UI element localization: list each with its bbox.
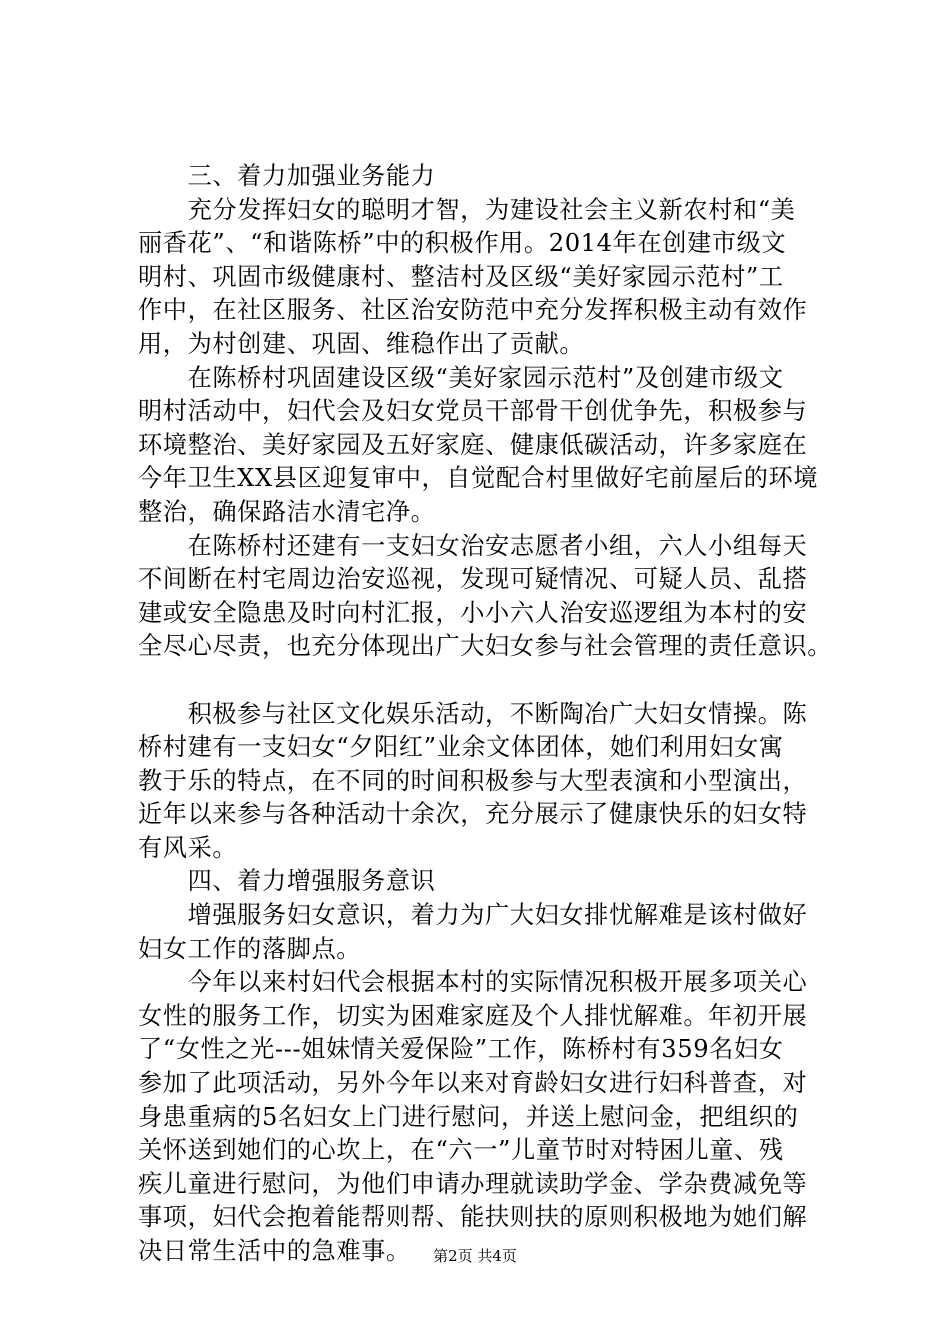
text-line: 增强服务妇女意识，着力为广大妇女排忧解难是该村做好 bbox=[138, 901, 808, 930]
text-line: 整治，确保路洁水清宅净。 bbox=[138, 497, 436, 526]
text-line: 作中，在社区服务、社区治安防范中充分发挥积极主动有效作 bbox=[138, 296, 808, 325]
text-line: 积极参与社区文化娱乐活动，不断陶冶广大妇女情操。陈 bbox=[138, 699, 808, 728]
text-line: 了“女性之光---姐妹情关爱保险”工作，陈桥村有359名妇女 bbox=[138, 1035, 784, 1064]
text-line: 女性的服务工作，切实为困难家庭及个人排忧解难。年初开展 bbox=[138, 1001, 808, 1030]
text-line: 今年卫生XX县区迎复审中，自觉配合村里做好宅前屋后的环境 bbox=[138, 464, 819, 493]
text-line: 有风采。 bbox=[138, 833, 238, 862]
text-line: 身患重病的5名妇女上门进行慰问，并送上慰问金，把组织的 bbox=[138, 1102, 799, 1131]
text-line: 环境整治、美好家园及五好家庭、健康低碳活动，许多家庭在 bbox=[138, 430, 808, 459]
text-line: 桥村建有一支妇女“夕阳红”业余文体团体，她们利用妇女寓 bbox=[138, 733, 784, 762]
document-body bbox=[138, 160, 850, 1269]
text-line: 在陈桥村巩固建设区级“美好家园示范村”及创建市级文 bbox=[138, 363, 784, 392]
text-line: 参加了此项活动，另外今年以来对育龄妇女进行妇科普查，对 bbox=[138, 1069, 808, 1098]
text-line: 四、着力增强服务意识 bbox=[138, 867, 436, 896]
text-line: 教于乐的特点，在不同的时间积极参与大型表演和小型演出， bbox=[138, 766, 808, 795]
text-line: 近年以来参与各种活动十余次，充分展示了健康快乐的妇女特 bbox=[138, 800, 808, 829]
page-footer: 第2页 共4页 bbox=[433, 1247, 517, 1265]
text-line: 用，为村创建、巩固、维稳作出了贡献。 bbox=[138, 329, 585, 358]
text-line: 在陈桥村还建有一支妇女治安志愿者小组，六人小组每天 bbox=[138, 531, 808, 560]
blank-line bbox=[138, 664, 850, 698]
text-line: 全尽心尽责，也充分体现出广大妇女参与社会管理的责任意识。 bbox=[138, 632, 833, 661]
text-line: 今年以来村妇代会根据本村的实际情况积极开展多项关心 bbox=[138, 968, 808, 997]
text-line: 决日常生活中的急难事。 bbox=[138, 1237, 411, 1265]
text-line: 不间断在村宅周边治安巡视，发现可疑情况、可疑人员、乱搭 bbox=[138, 565, 808, 594]
text-line: 关怀送到她们的心坎上，在“六一”儿童节时对特困儿童、残 bbox=[138, 1136, 784, 1165]
text-line: 建或安全隐患及时向村汇报，小小六人治安巡逻组为本村的安 bbox=[138, 598, 808, 627]
text-line: 三、着力加强业务能力 bbox=[138, 162, 436, 190]
text-line: 丽香花”、“和谐陈桥”中的积极作用。2014年在创建市级文 bbox=[138, 229, 787, 258]
text-line: 妇女工作的落脚点。 bbox=[138, 934, 362, 963]
text-line: 明村、巩固市级健康村、整洁村及区级“美好家园示范村”工 bbox=[138, 262, 784, 291]
text-line: 事项，妇代会抱着能帮则帮、能扶则扶的原则积极地为她们解 bbox=[138, 1203, 808, 1232]
text-line: 明村活动中，妇代会及妇女党员干部骨干创优争先，积极参与 bbox=[138, 397, 808, 426]
text-line: 疾儿童进行慰问，为他们申请办理就读助学金、学杂费减免等 bbox=[138, 1169, 808, 1198]
text-line: 充分发挥妇女的聪明才智，为建设社会主义新农村和“美 bbox=[138, 195, 796, 224]
